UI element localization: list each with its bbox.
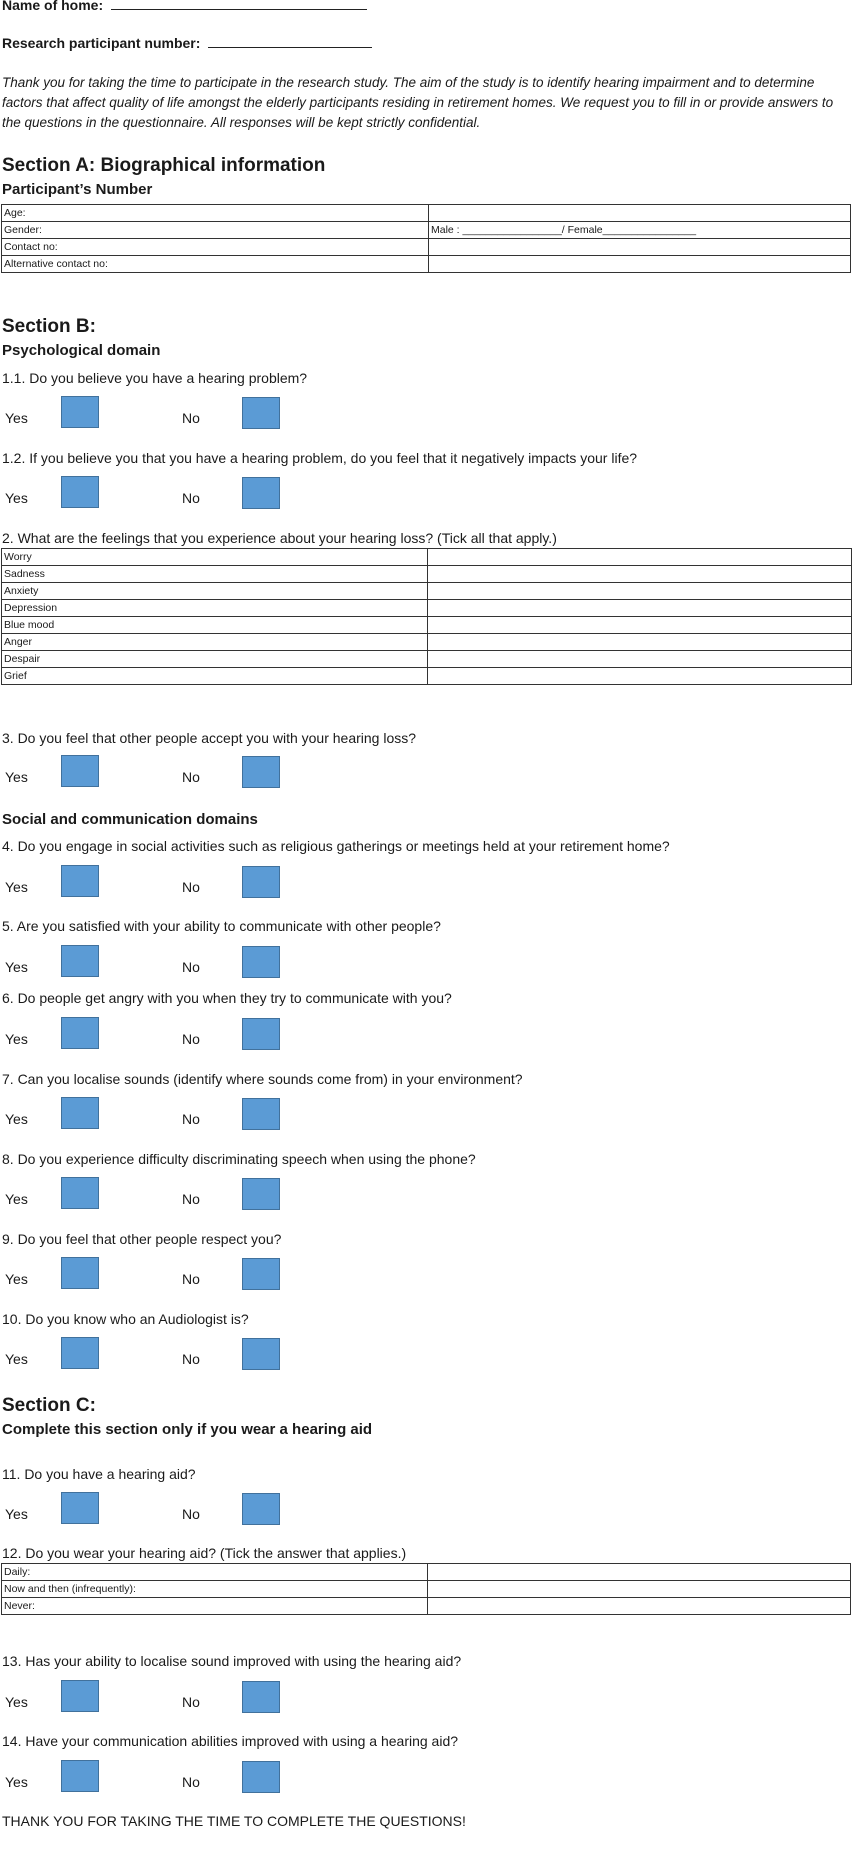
yes-checkbox[interactable] [61,396,99,428]
yes-checkbox[interactable] [61,755,99,787]
question-4: 4. Do you engage in social activities such as religious gatherings or meetings held at your retirement home? [2,838,670,854]
no-checkbox[interactable] [242,756,280,788]
question-12: 12. Do you wear your hearing aid? (Tick the answer that applies.) [2,1545,407,1561]
wear-tick-cell[interactable] [428,1598,851,1615]
yes-checkbox[interactable] [61,1492,99,1524]
no-checkbox[interactable] [242,1178,280,1210]
table-row [2,1598,851,1615]
bio-label: Age: [2,205,429,222]
feeling-label: Despair [2,651,428,668]
bio-value[interactable] [429,205,851,222]
no-checkbox[interactable] [242,1098,280,1130]
yes-checkbox[interactable] [61,865,99,897]
table-row [2,600,852,617]
no-label: No [182,490,200,506]
feeling-label: Depression [2,600,428,617]
no-label: No [182,879,200,895]
wear-option-label: Daily: [2,1564,428,1581]
no-label: No [182,959,200,975]
table-row [2,617,852,634]
no-label: No [182,1271,200,1287]
bio-value[interactable] [429,256,851,273]
question-2: 2. What are the feelings that you experience about your hearing loss? (Tick all that apply.) [2,530,557,546]
no-checkbox[interactable] [242,397,280,429]
section-a-title: Section A: Biographical information [2,155,326,176]
yes-label: Yes [5,1506,28,1522]
feeling-tick-cell[interactable] [428,583,852,600]
yes-checkbox[interactable] [61,1097,99,1129]
intro-paragraph: Thank you for taking the time to participate in the research study. The aim of the study is to identify hearing impairment and to determine factors that affect quality of life amongst the elderly participants residing in retirement homes. We request you to fill in or provide answers to the questions in the questionnaire. All responses will be kept strictly confidential. [2,75,834,130]
question-10: 10. Do you know who an Audiologist is? [2,1311,249,1327]
question-6: 6. Do people get angry with you when they try to communicate with you? [2,990,452,1006]
section-a-subtitle: Participant’s Number [2,181,153,198]
no-checkbox[interactable] [242,1761,280,1793]
question-13: 13. Has your ability to localise sound improved with using the hearing aid? [2,1653,462,1669]
name-of-home-label: Name of home: [2,0,104,13]
yes-label: Yes [5,879,28,895]
question-8: 8. Do you experience difficulty discriminating speech when using the phone? [2,1151,476,1167]
yes-label: Yes [5,1774,28,1790]
participant-number-label: Research participant number: [2,35,201,51]
question-7: 7. Can you localise sounds (identify where sounds come from) in your environment? [2,1071,523,1087]
table-row [2,1581,851,1598]
table-row [2,651,852,668]
wear-option-label: Now and then (infrequently): [2,1581,428,1598]
feeling-tick-cell[interactable] [428,566,852,583]
bio-value[interactable] [429,239,851,256]
bio-label: Gender: [2,222,429,239]
name-of-home-blank[interactable] [111,0,367,10]
question-14: 14. Have your communication abilities improved with using a hearing aid? [2,1733,459,1749]
feeling-label: Anxiety [2,583,428,600]
table-row [2,634,852,651]
wear-option-label: Never: [2,1598,428,1615]
yes-label: Yes [5,769,28,785]
yes-label: Yes [5,1111,28,1127]
biographical-table [1,204,851,273]
no-label: No [182,1191,200,1207]
yes-label: Yes [5,1351,28,1367]
psychological-domain-title: Psychological domain [2,342,161,359]
question-3: 3. Do you feel that other people accept you with your hearing loss? [2,730,417,746]
no-checkbox[interactable] [242,1338,280,1370]
yes-checkbox[interactable] [61,1017,99,1049]
table-row [2,256,851,273]
yes-label: Yes [5,490,28,506]
no-checkbox[interactable] [242,1018,280,1050]
section-c-title: Section C: [2,1395,96,1416]
yes-checkbox[interactable] [61,945,99,977]
social-domains-title: Social and communication domains [2,811,258,828]
feeling-tick-cell[interactable] [428,668,852,685]
feeling-label: Sadness [2,566,428,583]
no-checkbox[interactable] [242,1258,280,1290]
no-label: No [182,769,200,785]
table-row [2,1564,851,1581]
no-label: No [182,1111,200,1127]
feeling-tick-cell[interactable] [428,600,852,617]
feeling-tick-cell[interactable] [428,549,852,566]
no-label: No [182,1774,200,1790]
no-checkbox[interactable] [242,946,280,978]
name-of-home-row [2,0,367,13]
yes-label: Yes [5,1031,28,1047]
table-row [2,549,852,566]
hearing-aid-wear-table [1,1563,851,1615]
feeling-label: Grief [2,668,428,685]
yes-label: Yes [5,410,28,426]
question-11: 11. Do you have a hearing aid? [2,1466,196,1482]
wear-tick-cell[interactable] [428,1581,851,1598]
yes-checkbox[interactable] [61,1257,99,1289]
no-checkbox[interactable] [242,866,280,898]
feeling-tick-cell[interactable] [428,651,852,668]
yes-checkbox[interactable] [61,1760,99,1792]
bio-label: Alternative contact no: [2,256,429,273]
yes-checkbox[interactable] [61,1337,99,1369]
table-row [2,205,851,222]
table-row [2,239,851,256]
question-1-2: 1.2. If you believe you that you have a hearing problem, do you feel that it negatively impacts your life? [2,450,638,466]
no-label: No [182,1506,200,1522]
wear-tick-cell[interactable] [428,1564,851,1581]
question-1-1: 1.1. Do you believe you have a hearing problem? [2,370,308,386]
no-checkbox[interactable] [242,1681,280,1713]
no-label: No [182,1694,200,1710]
yes-label: Yes [5,1271,28,1287]
participant-number-blank[interactable] [208,35,372,48]
yes-checkbox[interactable] [61,1177,99,1209]
table-row [2,566,852,583]
yes-checkbox[interactable] [61,1680,99,1712]
participant-number-row [2,35,372,51]
no-checkbox[interactable] [242,1493,280,1525]
table-row [2,668,852,685]
feeling-tick-cell[interactable] [428,634,852,651]
section-c-subtitle: Complete this section only if you wear a hearing aid [2,1421,373,1438]
question-5: 5. Are you satisfied with your ability to communicate with other people? [2,918,441,934]
table-row [2,222,851,239]
yes-label: Yes [5,1191,28,1207]
bio-label: Contact no: [2,239,429,256]
yes-checkbox[interactable] [61,476,99,508]
yes-label: Yes [5,959,28,975]
feelings-table [1,548,852,685]
bio-value[interactable]: Male : _________________/ Female________________ [429,222,851,239]
no-label: No [182,1031,200,1047]
closing-message: THANK YOU FOR TAKING THE TIME TO COMPLETE THE QUESTIONS! [2,1813,466,1829]
question-9: 9. Do you feel that other people respect you? [2,1231,282,1247]
yes-label: Yes [5,1694,28,1710]
feeling-label: Anger [2,634,428,651]
section-b-title: Section B: [2,316,96,337]
no-checkbox[interactable] [242,477,280,509]
feeling-label: Worry [2,549,428,566]
no-label: No [182,410,200,426]
feeling-tick-cell[interactable] [428,617,852,634]
feeling-label: Blue mood [2,617,428,634]
no-label: No [182,1351,200,1367]
table-row [2,583,852,600]
